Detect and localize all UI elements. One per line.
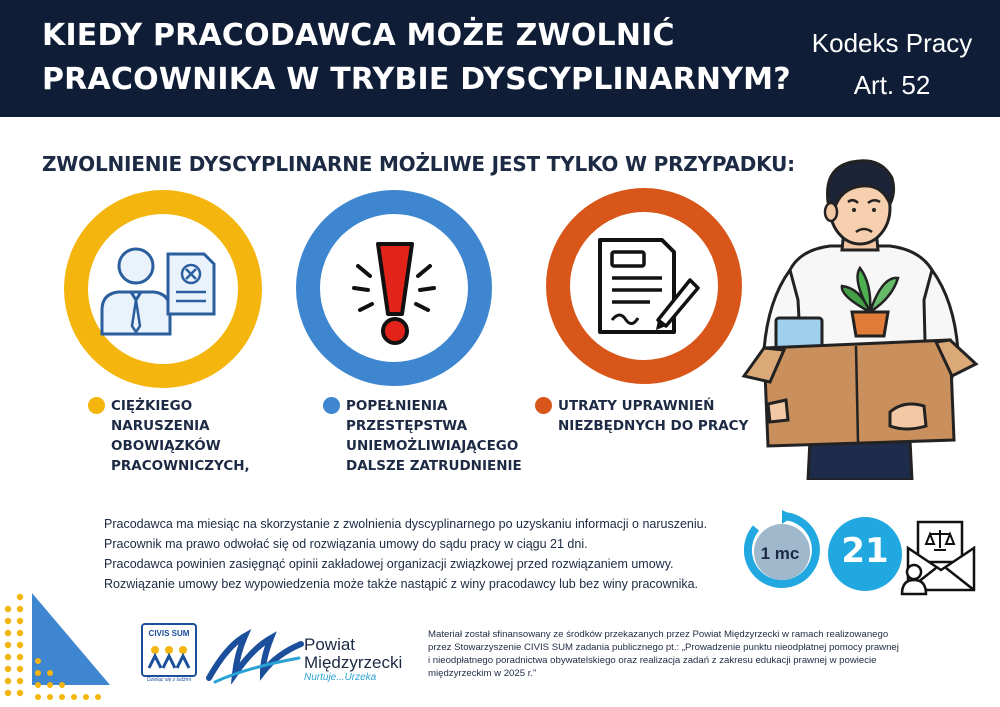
exclamation-icon — [320, 214, 468, 362]
law-code-name: Kodeks Pracy — [811, 28, 973, 58]
funding-note — [428, 628, 969, 680]
civis-sum-name: CIVIS SUM — [148, 629, 190, 638]
civis-sum-tagline: Dzieląc się z ludźmi — [147, 677, 191, 683]
bullet-dot-orange — [535, 397, 552, 414]
case-text-crime: POPEŁNIENIA PRZESTĘPSTWA UNIEMOŻLIWIAJĄCEGO DALSZE ZATRUDNIENIE — [346, 398, 522, 474]
case-circle-crime — [296, 190, 492, 386]
days-label: 21 — [841, 531, 889, 571]
powiat-logo-mark — [205, 628, 305, 684]
powiat-name: Powiat Międzyrzecki — [304, 635, 403, 672]
info-line: Pracodawca ma miesiąc na skorzystanie z zwolnienia dyscyplinarnego po uzyskaniu informacji o naruszeniu. — [104, 517, 708, 531]
law-article: Art. 52 — [853, 70, 931, 100]
funding-line: przez Stowarzyszenie CIVIS SUM zadania publicznego pt.: „Prowadzenie punktu nieodpłatnej pomocy prawnej — [428, 642, 899, 653]
funding-line: Materiał został sfinansowany ze środków przekazanych przez Powiat Międzyrzecki w ramach realizowanego — [428, 629, 889, 640]
law-reference — [802, 22, 982, 106]
case-circle-violation — [64, 190, 262, 388]
funding-line: i nieodpłatnego poradnictwa obywatelskiego oraz realizacja zadań z zakresu edukacji prawnej w powiecie — [428, 655, 877, 666]
info-paragraph — [104, 514, 707, 594]
page-title-line-2: PRACOWNIKA W TRYBIE DYSCYPLINARNYM? — [42, 62, 791, 97]
bullet-dot-yellow — [88, 397, 105, 414]
employee-document-icon — [88, 214, 238, 364]
timer-label: 1 mc — [760, 544, 800, 563]
header-banner — [0, 0, 1000, 117]
bullet-dot-blue — [323, 397, 340, 414]
funding-line: międzyrzeckim w 2025 r.” — [428, 668, 537, 679]
case-circle-license — [546, 188, 742, 384]
section-title: ZWOLNIENIE DYSCYPLINARNE MOŻLIWE JEST TYLKO W PRZYPADKU: — [42, 152, 795, 176]
info-line: Rozwiązanie umowy bez wypowiedzenia może także nastąpić z winy pracodawcy lub bez winy pracownika. — [104, 577, 699, 591]
info-line: Pracodawca powinien zasięgnąć opinii zakładowej organizacji związkowej przed rozwiązaniem umowy. — [104, 557, 674, 571]
decorative-triangle — [0, 585, 120, 707]
days-badge — [828, 517, 902, 591]
page-title-line-1: KIEDY PRACODAWCA MOŻE ZWOLNIĆ — [42, 18, 675, 53]
powiat-slogan: Nurtuje...Urzeka — [304, 672, 377, 683]
case-text-violation: CIĘŻKIEGO NARUSZENIA OBOWIĄZKÓW PRACOWNICZYCH, — [111, 398, 250, 474]
case-text-license: UTRATY UPRAWNIEŃ NIEZBĘDNYCH DO PRACY — [558, 398, 749, 434]
info-line: Pracownik ma prawo odwołać się od rozwiązania umowy do sądu pracy w ciągu 21 dni. — [104, 537, 588, 551]
worker-with-box-illustration — [740, 150, 980, 480]
court-letter-envelope-icon — [898, 518, 978, 596]
signed-document-icon — [570, 212, 718, 360]
